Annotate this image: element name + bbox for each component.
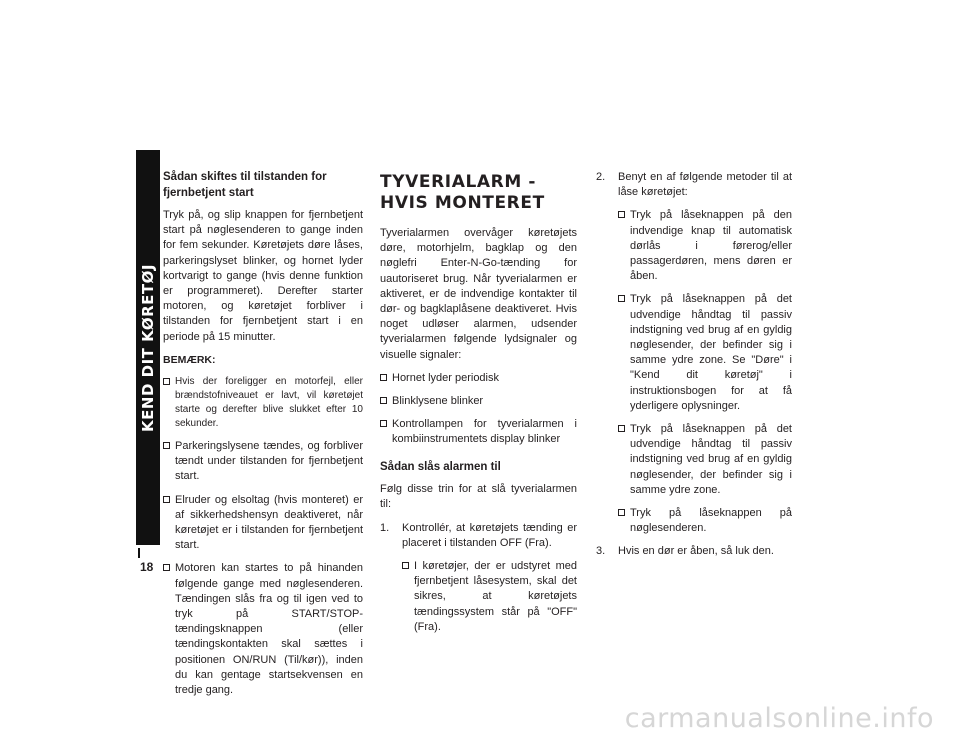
list-item: Parkeringslysene tændes, og forbliver tændt under tilstanden for fjernbetjent start.: [163, 439, 363, 485]
list-item: Kontrollampen for tyverialarmen i kombiinstrumentets display blinker: [380, 417, 577, 447]
checkbox-bullet-icon: [380, 420, 387, 427]
list-item: Hornet lyder periodisk: [380, 371, 577, 386]
step-2: 2. Benyt en af følgende metoder til at låse køretøjet:: [596, 171, 792, 199]
remote-start-paragraph: Tryk på, og slip knappen for fjernbetjent start på nøglesenderen to gange inden for fem sekunder. Køretøjets døre låses, parkeringslyset blinker, og hornet lyder kortvarigt to gange (hvis denne funktion er programmeret). Derefter starter motoren, og køretøjet forbliver i tilstanden for fjernbetjent start i en periode på 15 minutter.: [163, 209, 363, 343]
list-item: Tryk på låseknappen på den indvendige knap til automatisk dørlås i førerog/eller passagerdøren, mens døren er åben.: [618, 208, 792, 284]
checkbox-bullet-icon: [402, 562, 409, 569]
checkbox-bullet-icon: [618, 425, 625, 432]
checkbox-bullet-icon: [163, 496, 170, 503]
checkbox-bullet-icon: [618, 295, 625, 302]
checkbox-bullet-icon: [163, 378, 170, 385]
list-item: Tryk på låseknappen på det udvendige håndtag til passiv indstigning ved brug af en gyldig nøglesender, der befinder sig i samme ydre zone.: [618, 422, 792, 498]
column-2: [380, 170, 577, 643]
step-1-sublist: [380, 559, 577, 635]
step-3: 3. Hvis en dør er åben, så luk den.: [596, 545, 774, 558]
checkbox-bullet-icon: [618, 509, 625, 516]
note-label: BEMÆRK:: [163, 353, 216, 366]
column-3: [596, 170, 792, 568]
column-1: [163, 170, 363, 706]
arm-alarm-heading: Sådan slås alarmen til: [380, 460, 501, 473]
list-item: Blinklysene blinker: [380, 394, 577, 409]
list-item: Tryk på låseknappen på det udvendige håndtag til passiv indstigning ved brug af en gyldig nøglesender, der befinder sig i samme ydre zone. Se "Døre" i "Kend dit køretøj" i instruktionsbogen for at få yderligere oplysninger.: [618, 292, 792, 414]
step-2-sublist: [596, 208, 792, 536]
checkbox-bullet-icon: [380, 374, 387, 381]
checkbox-bullet-icon: [618, 211, 625, 218]
alarm-paragraph: Tyverialarmen overvåger køretøjets døre, motorhjelm, bagklap og den nøglefri Enter-N-Go-tænding for uautoriseret brug. Når tyverialarmen er aktiveret, er de indvendige kontakter til dør- og bagklaplåsene deaktiveret. Hvis noget udløser alarmen, udsender tyverialarmen følgende lydsignaler og visuelle signaler:: [380, 227, 577, 361]
list-item: Elruder og elsoltag (hvis monteret) er af sikkerhedshensyn deaktiveret, når køretøjet er i tilstanden for fjernbetjent start.: [163, 493, 363, 554]
checkbox-bullet-icon: [163, 564, 170, 571]
list-item: Motoren kan startes to på hinanden følgende gange med nøglesenderen. Tændingen slås fra og til igen ved to tryk på START/STOP-tændingsknappen (eller tændingskontakten skal sættes i positionen ON/RUN (Til/kør)), inden du kan gentage startsekvensen en tredje gang.: [163, 561, 363, 698]
side-rule: [138, 548, 140, 558]
list-item: Hvis der foreligger en motorfejl, eller brændstofniveauet er lavt, vil køretøjet starte og derefter blive slukket efter 10 sekunder.: [163, 375, 363, 431]
checkbox-bullet-icon: [380, 397, 387, 404]
watermark: carmanualsonline.info: [624, 703, 934, 734]
arm-intro: Følg disse trin for at slå tyverialarmen til:: [380, 483, 577, 511]
section-heading: TYVERIALARM - HVIS MONTERET: [380, 172, 545, 213]
step-1: 1. Kontrollér, at køretøjets tænding er placeret i tilstanden OFF (Fra).: [380, 521, 577, 549]
checkbox-bullet-icon: [163, 442, 170, 449]
section-tab: [136, 150, 160, 545]
list-item: I køretøjer, der er udstyret med fjernbetjent låsesystem, skal det sikres, at køretøjets tændingssystem står på "OFF" (Fra).: [402, 559, 577, 635]
page-number: 18: [140, 560, 154, 574]
remote-start-heading: Sådan skiftes til tilstanden for fjernbetjent start: [163, 171, 327, 199]
list-item: Tryk på låseknappen på nøglesenderen.: [618, 506, 792, 536]
section-tab-label: KEND DIT KØRETØJ: [139, 263, 158, 432]
